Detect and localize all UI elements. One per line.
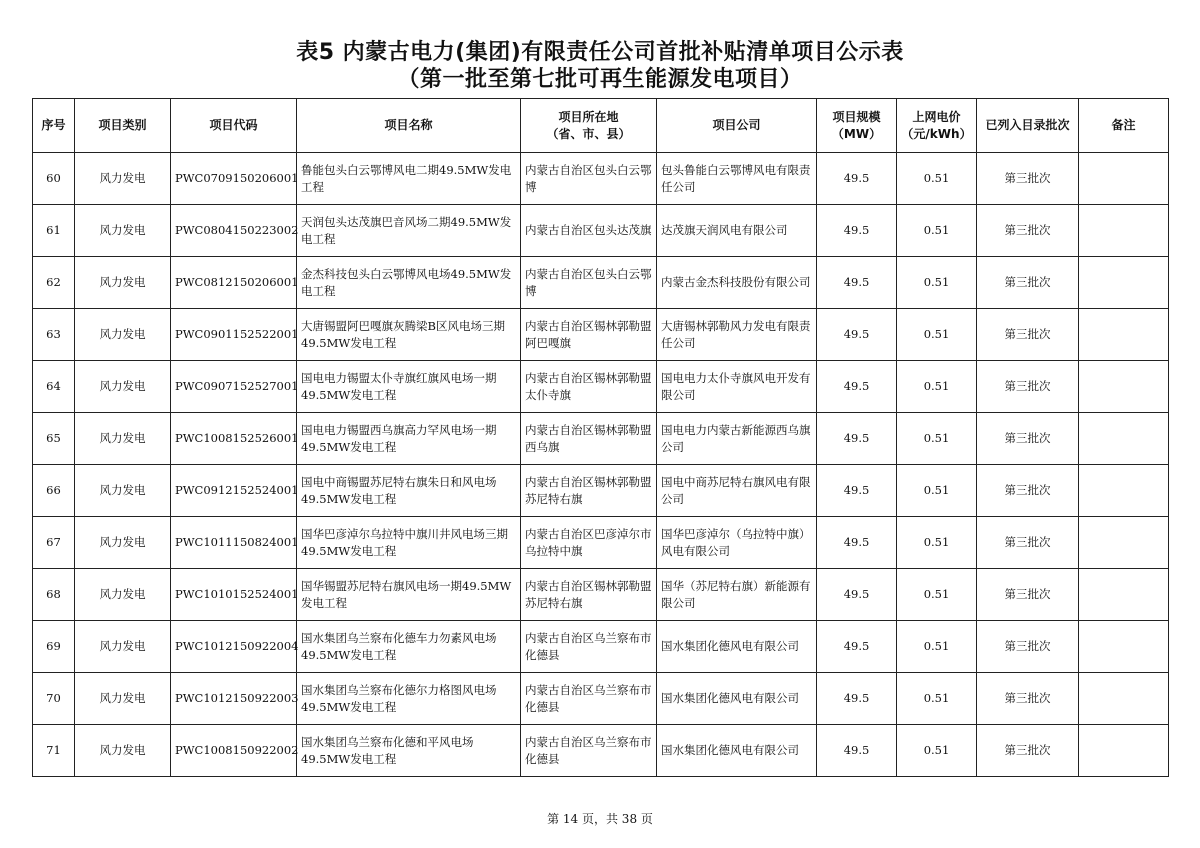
cell-company: 大唐锡林郭勒风力发电有限责任公司 (657, 309, 817, 361)
cell-no: 69 (33, 621, 75, 673)
cell-note (1079, 465, 1169, 517)
cell-batch: 第三批次 (977, 673, 1079, 725)
column-header-scale: 项目规模 （MW） (817, 99, 897, 153)
cell-scale: 49.5 (817, 569, 897, 621)
column-header-location: 项目所在地 （省、市、县） (521, 99, 657, 153)
cell-no: 70 (33, 673, 75, 725)
cell-batch: 第三批次 (977, 361, 1079, 413)
table-row (33, 361, 1169, 413)
cell-category: 风力发电 (75, 205, 171, 257)
table-row (33, 517, 1169, 569)
cell-price: 0.51 (897, 413, 977, 465)
cell-scale: 49.5 (817, 153, 897, 205)
table-row (33, 413, 1169, 465)
cell-location: 内蒙古自治区锡林郭勒盟阿巴嘎旗 (521, 309, 657, 361)
cell-company: 国华巴彦淖尔（乌拉特中旗）风电有限公司 (657, 517, 817, 569)
cell-batch: 第三批次 (977, 725, 1079, 777)
cell-location: 内蒙古自治区乌兰察布市化德县 (521, 621, 657, 673)
cell-name: 天润包头达茂旗巴音风场二期49.5MW发电工程 (297, 205, 521, 257)
table-row (33, 621, 1169, 673)
cell-name: 金杰科技包头白云鄂博风电场49.5MW发电工程 (297, 257, 521, 309)
cell-note (1079, 205, 1169, 257)
cell-price: 0.51 (897, 569, 977, 621)
cell-price: 0.51 (897, 205, 977, 257)
cell-price: 0.51 (897, 465, 977, 517)
cell-category: 风力发电 (75, 725, 171, 777)
cell-location: 内蒙古自治区包头达茂旗 (521, 205, 657, 257)
cell-note (1079, 361, 1169, 413)
cell-name: 国水集团乌兰察布化德和平风电场49.5MW发电工程 (297, 725, 521, 777)
cell-name: 国水集团乌兰察布化德车力勿素风电场49.5MW发电工程 (297, 621, 521, 673)
table-body (33, 153, 1169, 777)
cell-company: 包头鲁能白云鄂博风电有限责任公司 (657, 153, 817, 205)
cell-category: 风力发电 (75, 361, 171, 413)
cell-no: 68 (33, 569, 75, 621)
cell-batch: 第三批次 (977, 153, 1079, 205)
table-row (33, 153, 1169, 205)
cell-note (1079, 257, 1169, 309)
cell-company: 国华（苏尼特右旗）新能源有限公司 (657, 569, 817, 621)
cell-location: 内蒙古自治区巴彦淖尔市乌拉特中旗 (521, 517, 657, 569)
cell-name: 大唐锡盟阿巴嘎旗灰腾梁B区风电场三期49.5MW发电工程 (297, 309, 521, 361)
cell-batch: 第三批次 (977, 517, 1079, 569)
cell-category: 风力发电 (75, 153, 171, 205)
column-header-company: 项目公司 (657, 99, 817, 153)
cell-scale: 49.5 (817, 621, 897, 673)
cell-batch: 第三批次 (977, 309, 1079, 361)
cell-batch: 第三批次 (977, 569, 1079, 621)
cell-company: 国水集团化德风电有限公司 (657, 621, 817, 673)
cell-batch: 第三批次 (977, 257, 1079, 309)
cell-scale: 49.5 (817, 465, 897, 517)
table-row (33, 725, 1169, 777)
cell-category: 风力发电 (75, 257, 171, 309)
cell-location: 内蒙古自治区锡林郭勒盟太仆寺旗 (521, 361, 657, 413)
cell-price: 0.51 (897, 621, 977, 673)
cell-category: 风力发电 (75, 413, 171, 465)
cell-no: 71 (33, 725, 75, 777)
cell-scale: 49.5 (817, 361, 897, 413)
table-row (33, 309, 1169, 361)
cell-code: PWC1011150824001 (171, 517, 297, 569)
cell-company: 国电电力内蒙古新能源西乌旗公司 (657, 413, 817, 465)
cell-no: 66 (33, 465, 75, 517)
cell-code: PWC0912152524001 (171, 465, 297, 517)
cell-category: 风力发电 (75, 621, 171, 673)
cell-no: 63 (33, 309, 75, 361)
cell-name: 国华锡盟苏尼特右旗风电场一期49.5MW发电工程 (297, 569, 521, 621)
document-title: 表5 内蒙古电力(集团)有限责任公司首批补贴清单项目公示表 (296, 40, 904, 65)
cell-code: PWC0709150206001 (171, 153, 297, 205)
cell-category: 风力发电 (75, 465, 171, 517)
cell-scale: 49.5 (817, 309, 897, 361)
cell-company: 国电电力太仆寺旗风电开发有限公司 (657, 361, 817, 413)
column-header-price: 上网电价 （元/kWh） (897, 99, 977, 153)
cell-note (1079, 413, 1169, 465)
cell-location: 内蒙古自治区乌兰察布市化德县 (521, 673, 657, 725)
document-subtitle: （第一批至第七批可再生能源发电项目） (397, 67, 803, 92)
cell-name: 鲁能包头白云鄂博风电二期49.5MW发电工程 (297, 153, 521, 205)
cell-scale: 49.5 (817, 413, 897, 465)
cell-scale: 49.5 (817, 517, 897, 569)
cell-location: 内蒙古自治区锡林郭勒盟苏尼特右旗 (521, 465, 657, 517)
cell-category: 风力发电 (75, 309, 171, 361)
cell-company: 国电中商苏尼特右旗风电有限公司 (657, 465, 817, 517)
cell-note (1079, 569, 1169, 621)
column-header-note: 备注 (1079, 99, 1169, 153)
table-row (33, 569, 1169, 621)
cell-note (1079, 153, 1169, 205)
cell-code: PWC1008152526001 (171, 413, 297, 465)
cell-no: 67 (33, 517, 75, 569)
cell-name: 国水集团乌兰察布化德尔力格图风电场49.5MW发电工程 (297, 673, 521, 725)
column-header-no: 序号 (33, 99, 75, 153)
cell-category: 风力发电 (75, 673, 171, 725)
cell-batch: 第三批次 (977, 205, 1079, 257)
cell-location: 内蒙古自治区锡林郭勒盟苏尼特右旗 (521, 569, 657, 621)
cell-category: 风力发电 (75, 569, 171, 621)
cell-name: 国华巴彦淖尔乌拉特中旗川井风电场三期49.5MW发电工程 (297, 517, 521, 569)
cell-price: 0.51 (897, 153, 977, 205)
cell-no: 62 (33, 257, 75, 309)
column-header-batch: 已列入目录批次 (977, 99, 1079, 153)
cell-code: PWC0901152522001 (171, 309, 297, 361)
cell-no: 64 (33, 361, 75, 413)
table-row (33, 673, 1169, 725)
project-table (32, 98, 1169, 777)
cell-batch: 第三批次 (977, 621, 1079, 673)
cell-name: 国电电力锡盟太仆寺旗红旗风电场一期49.5MW发电工程 (297, 361, 521, 413)
cell-code: PWC0804150223002 (171, 205, 297, 257)
cell-location: 内蒙古自治区包头白云鄂博 (521, 257, 657, 309)
column-header-category: 项目类别 (75, 99, 171, 153)
column-header-name: 项目名称 (297, 99, 521, 153)
table-row (33, 205, 1169, 257)
cell-price: 0.51 (897, 257, 977, 309)
cell-note (1079, 309, 1169, 361)
cell-company: 达茂旗天润风电有限公司 (657, 205, 817, 257)
cell-price: 0.51 (897, 673, 977, 725)
cell-price: 0.51 (897, 361, 977, 413)
cell-batch: 第三批次 (977, 413, 1079, 465)
cell-name: 国电中商锡盟苏尼特右旗朱日和风电场49.5MW发电工程 (297, 465, 521, 517)
table-header-row (33, 99, 1169, 153)
cell-code: PWC1012150922003 (171, 673, 297, 725)
cell-company: 国水集团化德风电有限公司 (657, 673, 817, 725)
cell-category: 风力发电 (75, 517, 171, 569)
cell-note (1079, 725, 1169, 777)
column-header-code: 项目代码 (171, 99, 297, 153)
cell-name: 国电电力锡盟西乌旗高力罕风电场一期49.5MW发电工程 (297, 413, 521, 465)
cell-no: 65 (33, 413, 75, 465)
cell-batch: 第三批次 (977, 465, 1079, 517)
cell-scale: 49.5 (817, 673, 897, 725)
cell-location: 内蒙古自治区包头白云鄂博 (521, 153, 657, 205)
cell-code: PWC0907152527001 (171, 361, 297, 413)
cell-note (1079, 517, 1169, 569)
cell-note (1079, 621, 1169, 673)
page-number: 第 14 页，共 38 页 (547, 812, 653, 826)
cell-scale: 49.5 (817, 205, 897, 257)
cell-price: 0.51 (897, 309, 977, 361)
cell-no: 60 (33, 153, 75, 205)
cell-company: 国水集团化德风电有限公司 (657, 725, 817, 777)
cell-location: 内蒙古自治区锡林郭勒盟西乌旗 (521, 413, 657, 465)
cell-scale: 49.5 (817, 257, 897, 309)
cell-code: PWC1010152524001 (171, 569, 297, 621)
cell-scale: 49.5 (817, 725, 897, 777)
cell-location: 内蒙古自治区乌兰察布市化德县 (521, 725, 657, 777)
cell-price: 0.51 (897, 517, 977, 569)
cell-code: PWC0812150206001 (171, 257, 297, 309)
cell-price: 0.51 (897, 725, 977, 777)
table-row (33, 257, 1169, 309)
cell-code: PWC1012150922004 (171, 621, 297, 673)
cell-note (1079, 673, 1169, 725)
cell-code: PWC1008150922002 (171, 725, 297, 777)
table-row (33, 465, 1169, 517)
cell-company: 内蒙古金杰科技股份有限公司 (657, 257, 817, 309)
cell-no: 61 (33, 205, 75, 257)
